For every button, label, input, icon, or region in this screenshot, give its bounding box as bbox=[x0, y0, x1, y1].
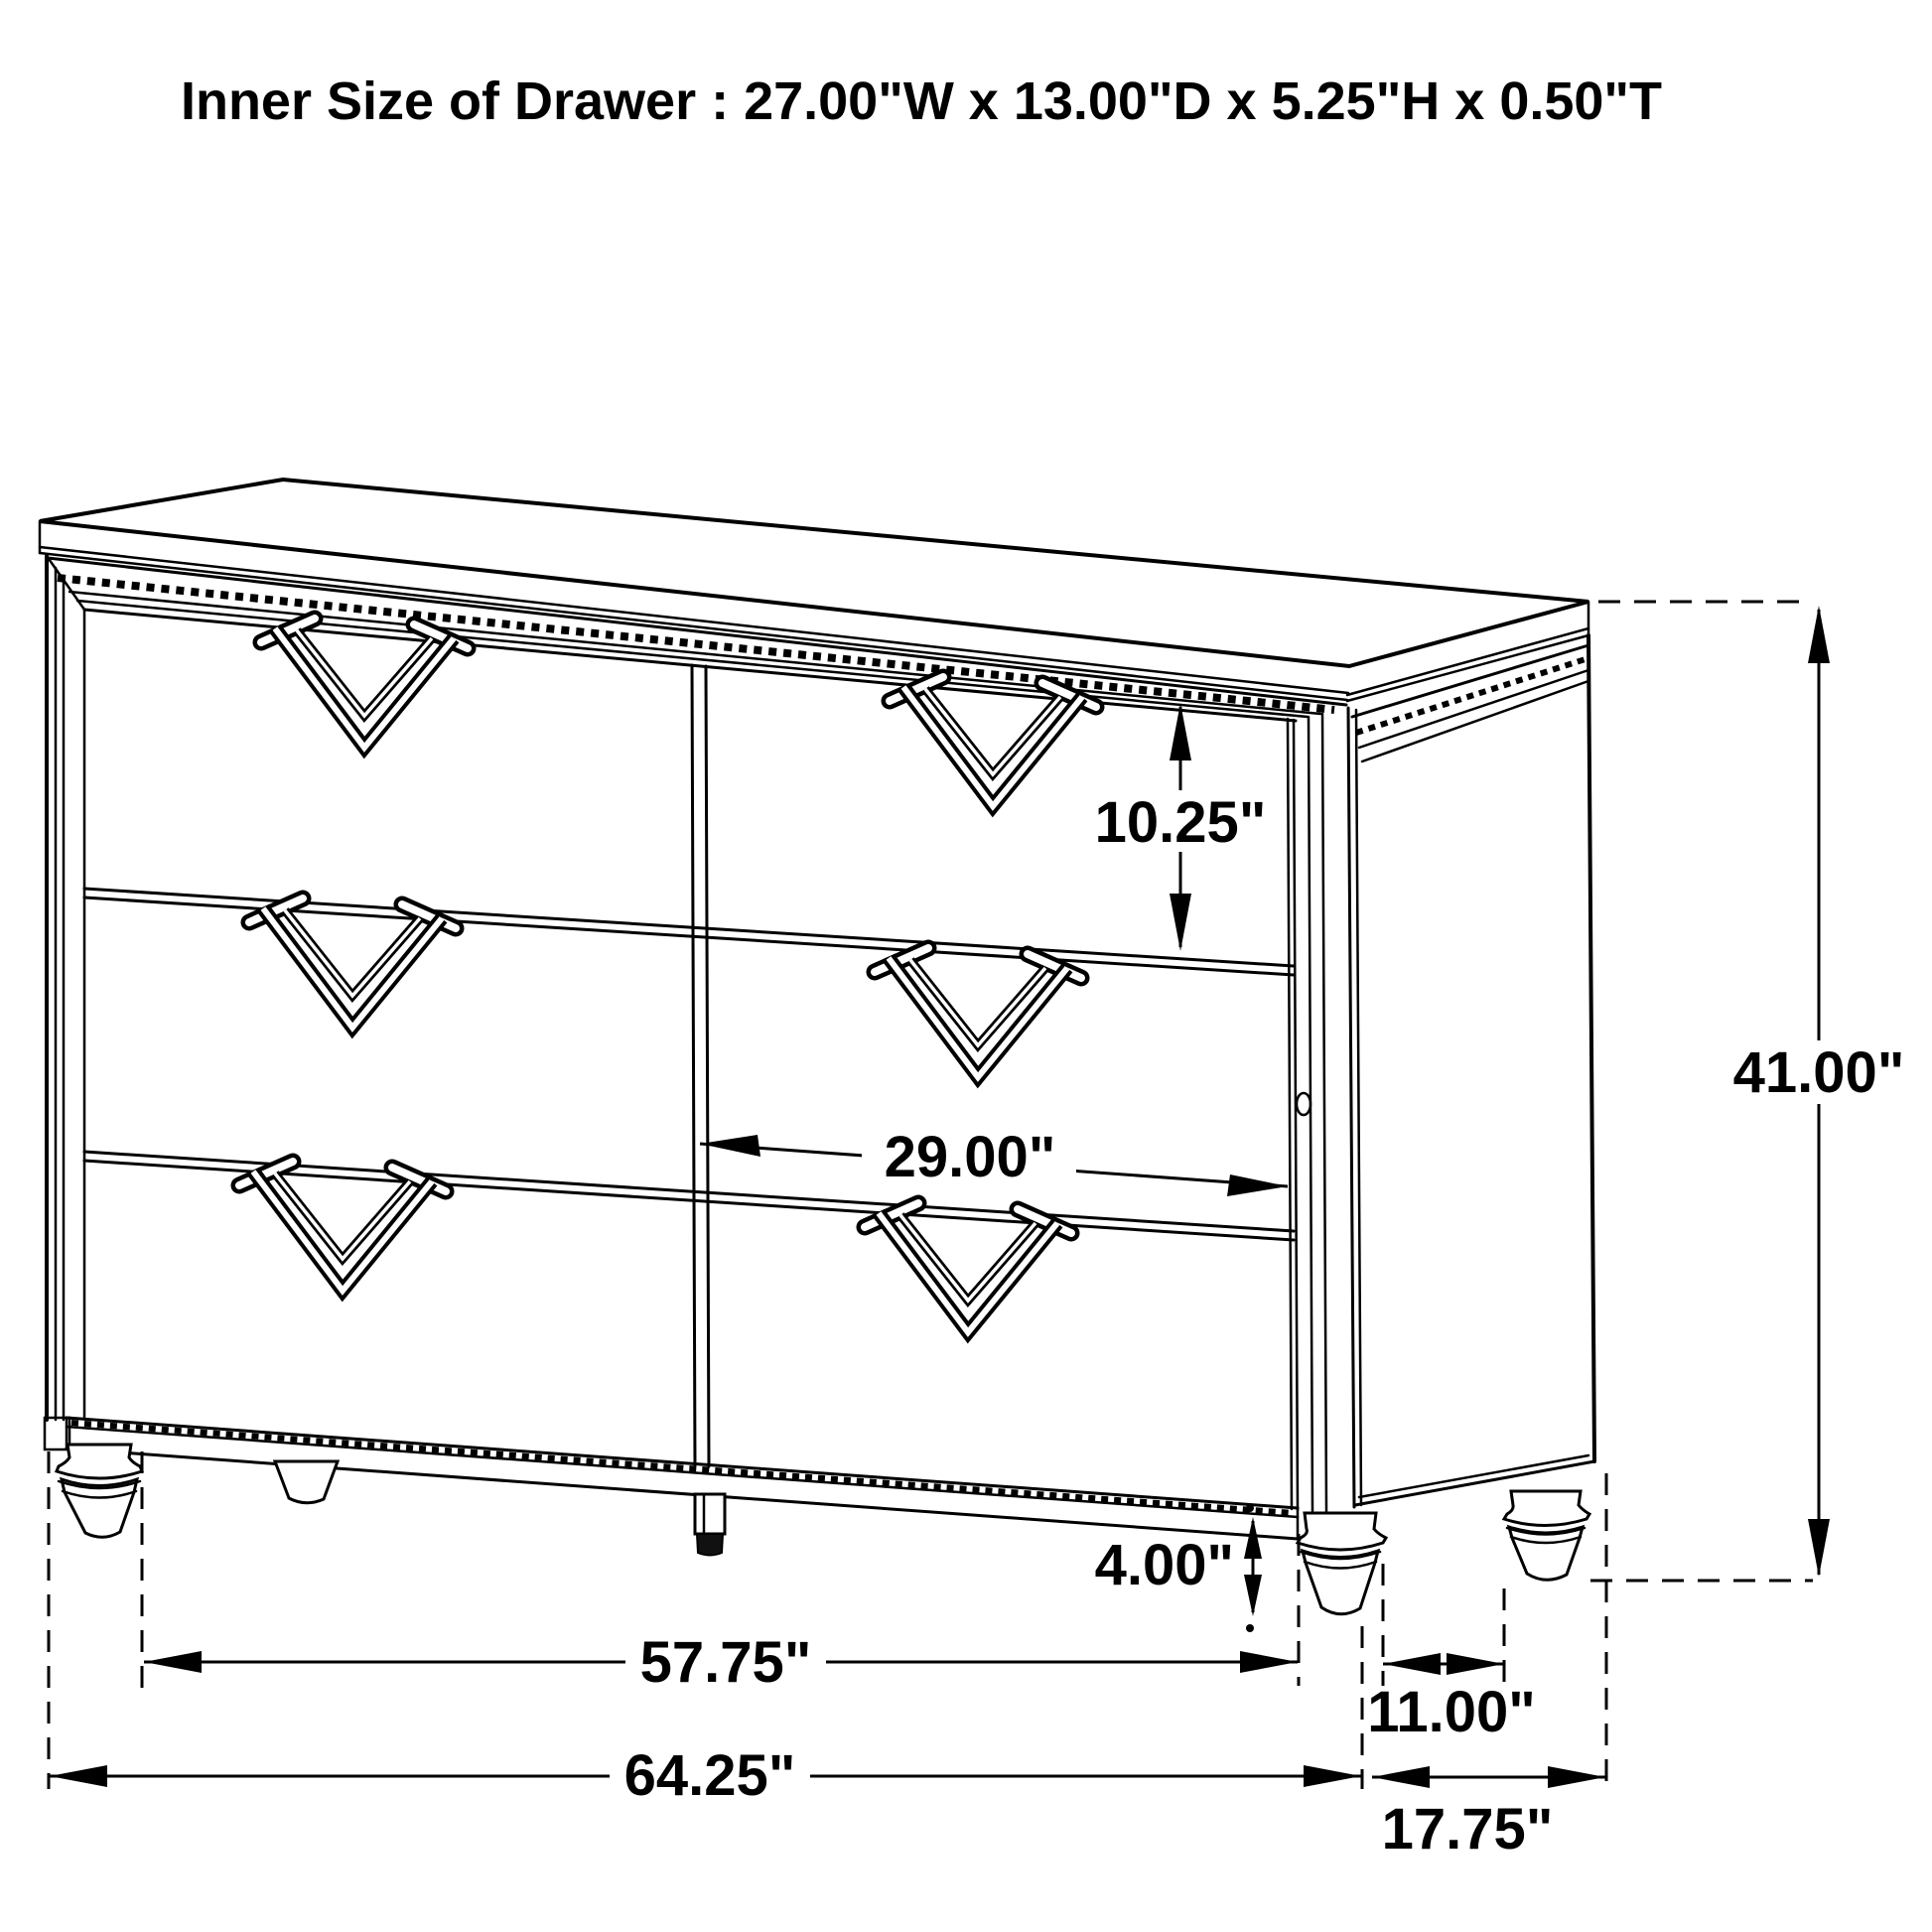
front-left-leg bbox=[57, 1445, 142, 1537]
dim-overall-width-label: 64.25" bbox=[623, 1743, 796, 1808]
handle-row1-right bbox=[890, 677, 1096, 806]
dim-overall-height bbox=[1729, 606, 1908, 1577]
dim-leg-height bbox=[1095, 1504, 1262, 1632]
drawer-slide-pin bbox=[1297, 1093, 1311, 1115]
dim-leg-height-label: 4.00" bbox=[1094, 1533, 1234, 1597]
extension-lines bbox=[49, 602, 1813, 1789]
back-center-leg bbox=[695, 1494, 725, 1556]
dresser-top bbox=[40, 480, 1588, 701]
dresser-drawing bbox=[40, 480, 1594, 1614]
beaded-trim-bottom bbox=[71, 1423, 1293, 1513]
handle-row3-right bbox=[865, 1203, 1071, 1332]
drawer-divider bbox=[692, 665, 709, 1466]
legs bbox=[57, 1445, 1589, 1614]
handle-row2-right bbox=[875, 948, 1081, 1077]
dim-side-leg-span-label: 11.00" bbox=[1367, 1680, 1536, 1744]
dim-front-leg-span-label: 57.75" bbox=[639, 1630, 812, 1695]
face-frame-left bbox=[45, 556, 84, 1449]
dim-drawer-width bbox=[700, 1110, 1288, 1196]
back-left-leg bbox=[275, 1461, 338, 1503]
handle-row2-left bbox=[249, 898, 456, 1028]
dim-drawer-width-label: 29.00" bbox=[884, 1125, 1056, 1189]
front-right-leg bbox=[1298, 1513, 1386, 1614]
drawer-handles bbox=[239, 619, 1096, 1332]
back-right-leg bbox=[1504, 1491, 1589, 1580]
bottom-rail bbox=[67, 1418, 1298, 1539]
dim-side-leg-span bbox=[1367, 1653, 1535, 1744]
face-frame-right bbox=[1288, 708, 1361, 1512]
side-panel-right bbox=[1355, 635, 1594, 1505]
dim-overall-depth bbox=[1372, 1766, 1605, 1862]
dim-overall-width bbox=[50, 1743, 1361, 1808]
dim-overall-height-label: 41.00" bbox=[1732, 1040, 1905, 1105]
handle-row3-left bbox=[239, 1162, 446, 1291]
handle-row1-left bbox=[261, 619, 468, 748]
dim-drawer-front-height-label: 10.25" bbox=[1094, 790, 1267, 855]
dim-front-leg-span bbox=[144, 1630, 1298, 1695]
dim-overall-depth-label: 17.75" bbox=[1381, 1797, 1554, 1862]
diagram-title: Inner Size of Drawer : 27.00"W x 13.00"D x 5.25"H x 0.50"T bbox=[180, 71, 1663, 131]
dim-drawer-front-height bbox=[1092, 703, 1269, 951]
